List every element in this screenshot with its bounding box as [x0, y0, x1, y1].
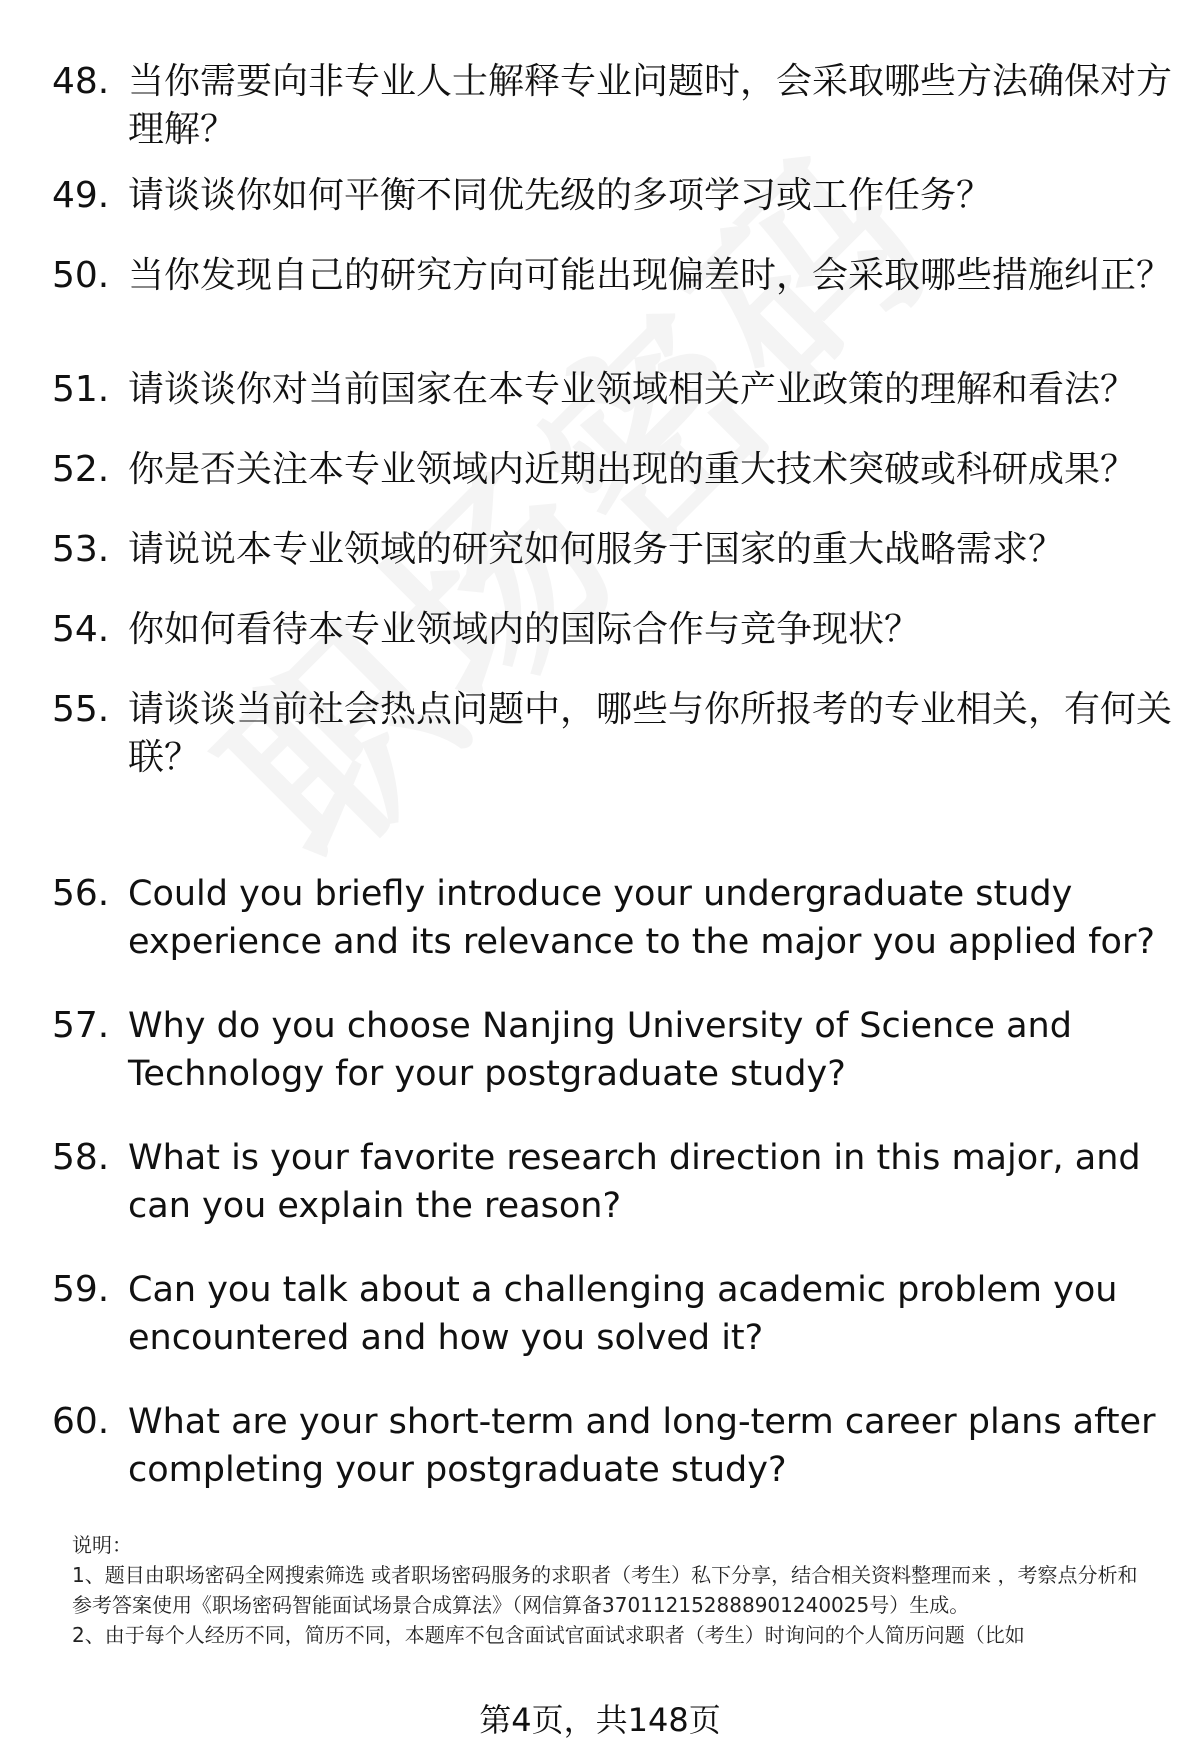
question-text: What is your favorite research direction in this major, and can you explain the reason? — [128, 1138, 1141, 1226]
question-item — [52, 1134, 1152, 1230]
question-text: 当你发现自己的研究方向可能出现偏差时，会采取哪些措施纠正？ — [128, 255, 1173, 296]
question-number: 57. — [52, 1005, 110, 1046]
question-text: 你是否关注本专业领域内近期出现的重大技术突破或科研成果？ — [128, 449, 1137, 490]
question-number: 50. — [52, 255, 110, 296]
notes-section — [72, 1530, 1152, 1650]
notes-item: 1、题目由职场密码全网搜索筛选 或者职场密码服务的求职者（考生）私下分享，结合相关资料整理而来 ，考察点分析和参考答案使用《职场密码智能面试场景合成算法》（网信算备370112152888901240025号）生成。 — [72, 1563, 1138, 1617]
question-item — [52, 870, 1155, 966]
question-number: 49. — [52, 175, 110, 216]
question-number: 59. — [52, 1269, 110, 1310]
question-item — [52, 606, 1152, 654]
page-number: 第4页，共148页 — [479, 1701, 721, 1739]
question-text: 你如何看待本专业领域内的国际合作与竞争现状？ — [128, 609, 921, 650]
question-number: 56. — [52, 873, 110, 914]
question-number: 53. — [52, 529, 110, 570]
question-text: 当你需要向非专业人士解释专业问题时，会采取哪些方法确保对方理解？ — [128, 61, 1173, 150]
question-item — [52, 252, 1173, 300]
question-text: What are your short-term and long-term career plans after completing your postgraduate study? — [128, 1402, 1156, 1490]
question-item — [52, 366, 1152, 414]
notes-item: 2、由于每个人经历不同，简历不同，本题库不包含面试官面试求职者（考生）时询问的个人简历问题（比如 — [72, 1623, 1025, 1647]
question-item — [52, 58, 1173, 154]
question-item — [52, 1398, 1156, 1494]
question-item — [52, 1266, 1152, 1362]
question-text: 请说说本专业领域的研究如何服务于国家的重大战略需求？ — [128, 529, 1065, 570]
question-item — [52, 526, 1152, 574]
question-number: 54. — [52, 609, 110, 650]
question-number: 58. — [52, 1137, 110, 1178]
question-text: Can you talk about a challenging academic problem you encountered and how you solved it? — [128, 1270, 1118, 1358]
question-text: Why do you choose Nanjing University of Science and Technology for your postgraduate study? — [128, 1006, 1072, 1094]
question-item — [52, 1002, 1152, 1098]
question-item — [52, 172, 1152, 220]
question-text: Could you briefly introduce your undergraduate study experience and its relevance to the major you applied for? — [128, 874, 1155, 962]
question-text: 请谈谈当前社会热点问题中，哪些与你所报考的专业相关，有何关联？ — [128, 689, 1173, 778]
notes-heading: 说明： — [72, 1533, 132, 1557]
question-text: 请谈谈你如何平衡不同优先级的多项学习或工作任务？ — [128, 175, 993, 216]
question-number: 52. — [52, 449, 110, 490]
question-number: 51. — [52, 369, 110, 410]
question-item — [52, 686, 1173, 782]
question-number: 55. — [52, 689, 110, 730]
question-number: 60. — [52, 1401, 110, 1442]
question-number: 48. — [52, 61, 110, 102]
question-item — [52, 446, 1152, 494]
question-text: 请谈谈你对当前国家在本专业领域相关产业政策的理解和看法？ — [128, 369, 1137, 410]
